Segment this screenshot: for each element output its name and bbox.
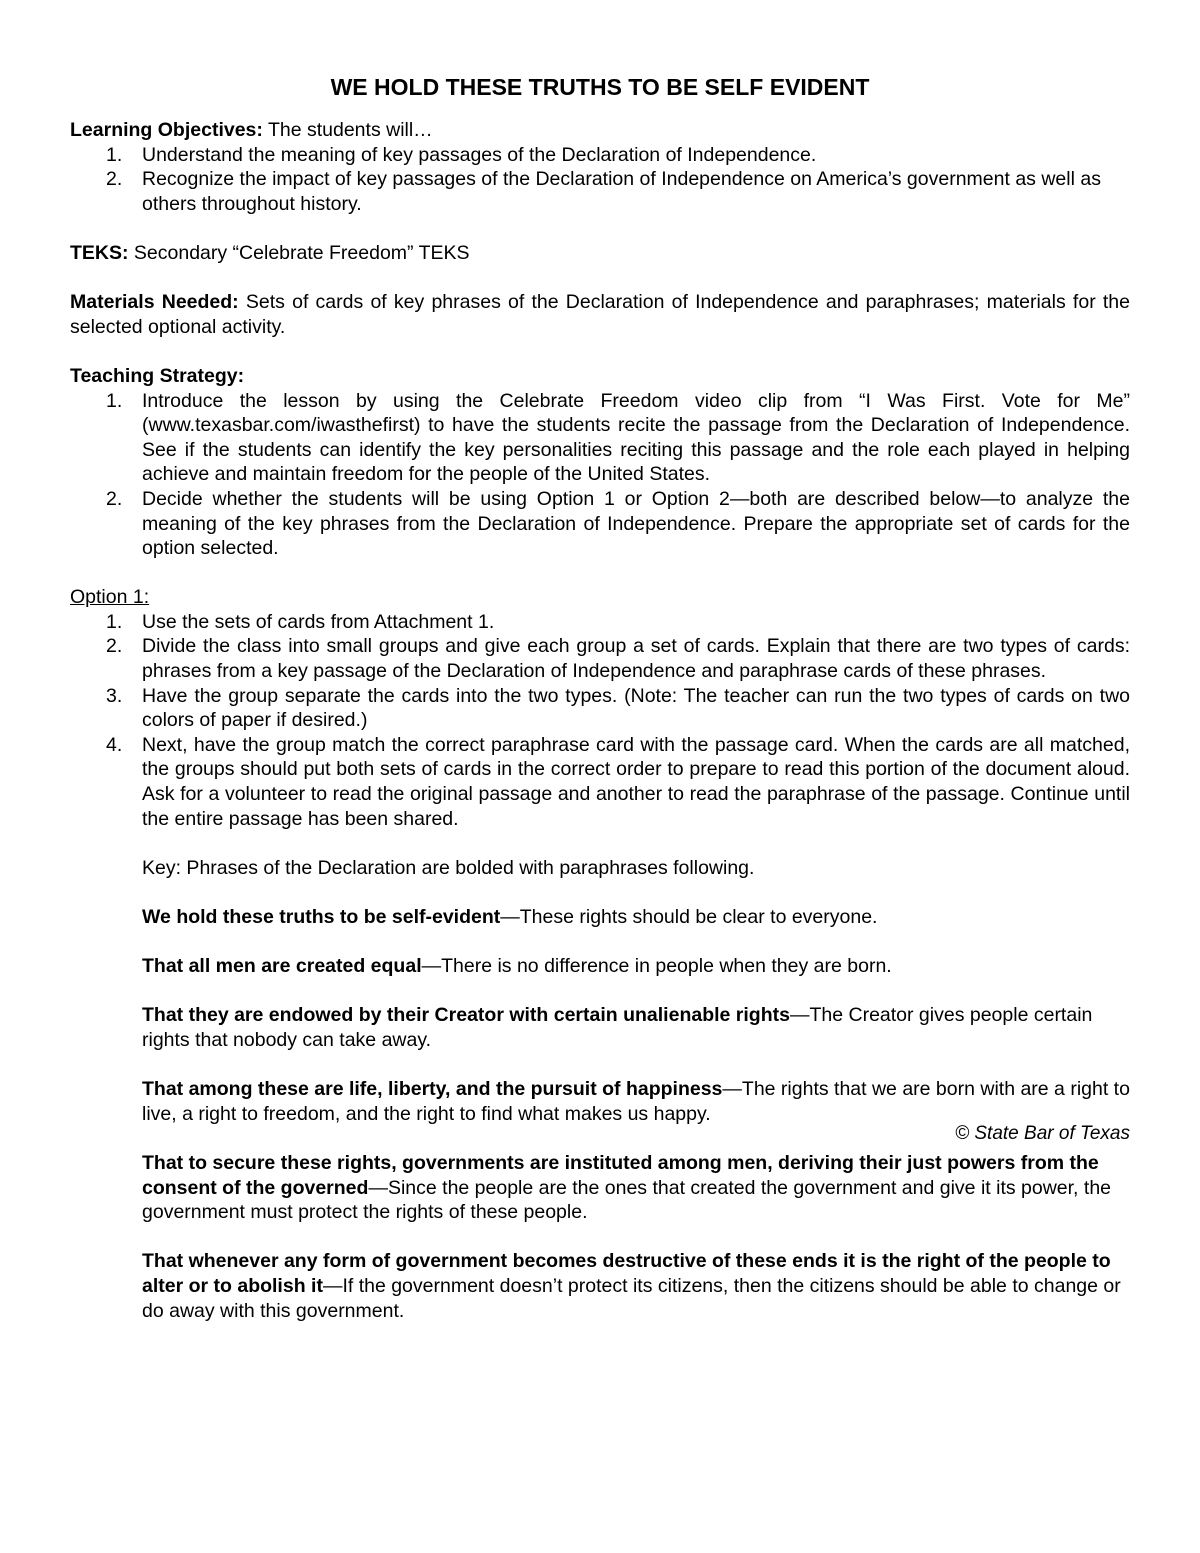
teaching-strategy-label: Teaching Strategy: [70, 364, 245, 387]
key-phrase [142, 1077, 1130, 1126]
list-number: 2. [106, 168, 123, 191]
key-intro: Key: Phrases of the Declaration are bolded with paraphrases following. [142, 856, 755, 879]
learning-objectives-intro: The students will… [262, 119, 433, 141]
option1-label: Option 1: [70, 586, 150, 609]
key-phrase [142, 1249, 1130, 1323]
key-phrase-paraphrase: —The rights that we are born with are a right to live, a right to freedom, and the right to find what makes us happy. [142, 1078, 1130, 1125]
key-phrase [142, 905, 1130, 930]
list-item-text: Next, have the group match the correct paraphrase card with the passage card. When the cards are all matched, the groups should put both sets of cards in the correct order to prepare to read this portion of the document aloud. Ask for a volunteer to read the original passage and another to read the paraphrase of the passage. Continue until the entire passage has been shared. [142, 733, 1130, 830]
list-item-text: Recognize the impact of key passages of the Declaration of Independence on America’s government as well as others throughout history. [142, 168, 1101, 215]
teaching-strategy-heading [70, 364, 1130, 389]
list-number: 4. [106, 733, 123, 756]
learning-objectives-list [70, 143, 1130, 217]
materials-label: Materials Needed: [70, 291, 239, 314]
list-item-text: Understand the meaning of key passages of the Declaration of Independence. [142, 143, 817, 166]
list-item [70, 634, 1130, 683]
list-item [70, 487, 1130, 561]
list-item [70, 684, 1130, 733]
key-phrase [142, 954, 1130, 979]
key-phrase-paraphrase: —There is no difference in people when they are born. [421, 955, 892, 978]
list-item-text: Have the group separate the cards into the two types. (Note: The teacher can run the two types of cards on two colors of paper if desired.) [142, 684, 1130, 732]
teks-line [70, 241, 1130, 266]
list-number: 1. [106, 143, 123, 166]
key-phrase-bold: That whenever any form of government becomes destructive of these ends it is the right of the people to alter or to abolish it [142, 1250, 1111, 1297]
list-item-text: Introduce the lesson by using the Celebrate Freedom video clip from “I Was First. Vote for Me” (www.texasbar.com/iwasthefirst) to have the students recite the passage from the Declaration of Independence. See if the students can identify the key personalities reciting this passage and the role each played in helping achieve and maintain freedom for the people of the United States. [142, 389, 1130, 486]
key-phrase-bold: That among these are life, liberty, and the pursuit of happiness [142, 1078, 723, 1101]
materials-text: Sets of cards of key phrases of the Declaration of Independence and paraphrases; materials for the selected optional activity. [70, 291, 1130, 338]
page-title: WE HOLD THESE TRUTHS TO BE SELF EVIDENT [330, 74, 870, 100]
learning-objectives-heading [70, 118, 1130, 143]
key-phrase-bold: That to secure these rights, governments are instituted among men, deriving their just powers from the consent of the governed [142, 1151, 1099, 1199]
key-phrase-bold: That all men are created equal [142, 955, 422, 978]
key-phrase-bold: That they are endowed by their Creator with certain unalienable rights [142, 1004, 790, 1027]
key-phrase-paraphrase: —The Creator gives people certain rights that nobody can take away. [142, 1004, 1093, 1051]
list-item [70, 143, 1130, 168]
list-item-text: Divide the class into small groups and give each group a set of cards. Explain that there are two types of cards: phrases from a key passage of the Declaration of Independence and paraphrase cards of these phrases. [142, 635, 1130, 683]
teks-text: Secondary “Celebrate Freedom” TEKS [128, 241, 470, 264]
materials-paragraph [70, 290, 1130, 339]
list-number: 2. [106, 487, 123, 510]
key-phrase-paraphrase: —These rights should be clear to everyone. [500, 906, 878, 928]
footer-copyright: © State Bar of Texas [955, 1123, 1130, 1144]
list-item [70, 733, 1130, 831]
list-item-text: Use the sets of cards from Attachment 1. [142, 610, 495, 633]
key-phrase-bold: We hold these truths to be self-evident [142, 906, 501, 928]
key-phrase [142, 1003, 1130, 1052]
list-item-text: Decide whether the students will be using Option 1 or Option 2—both are described below—to analyze the meaning of the key phrases from the Declaration of Independence. Prepare the appropriate set of cards for the option selected. [142, 487, 1130, 560]
list-number: 1. [106, 389, 123, 412]
teaching-strategy-list [70, 389, 1130, 561]
key-phrase-paraphrase: —Since the people are the ones that created the government and give it its power, the government must protect the rights of these people. [142, 1176, 1112, 1224]
option1-heading [70, 585, 1130, 610]
option1-list [70, 610, 1130, 831]
teks-label: TEKS: [70, 241, 129, 264]
key-phrase [142, 1151, 1130, 1225]
list-number: 2. [106, 635, 123, 658]
key-phrase-paraphrase: —If the government doesn’t protect its citizens, then the citizens should be able to change or do away with this government. [142, 1274, 1121, 1322]
list-item [70, 610, 1130, 635]
learning-objectives-label: Learning Objectives: [70, 119, 263, 141]
list-item [70, 167, 1130, 216]
list-number: 1. [106, 610, 123, 633]
list-number: 3. [106, 684, 123, 707]
list-item [70, 389, 1130, 487]
key-section [70, 856, 1130, 1323]
